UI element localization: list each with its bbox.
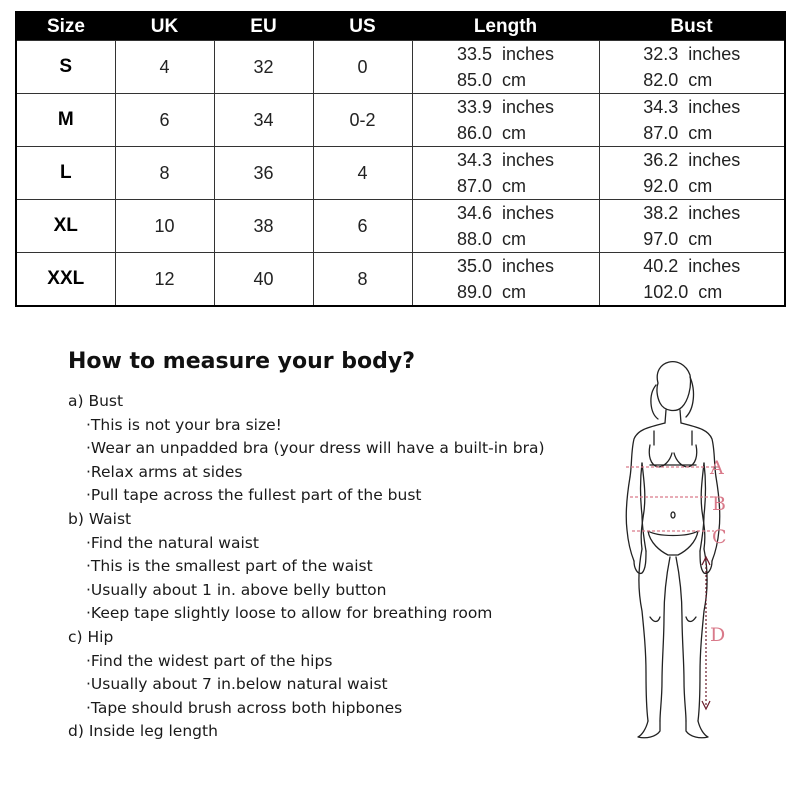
eu-cell: 36	[214, 147, 313, 200]
length-inches: 35.0 inches	[456, 256, 555, 276]
uk-cell: 6	[115, 94, 214, 147]
table-row	[16, 94, 785, 147]
size-cell: S	[16, 41, 115, 94]
header-us: US	[313, 12, 412, 41]
measure-block	[643, 200, 740, 252]
length-cm: 85.0 cm	[456, 70, 526, 90]
header-bust: Bust	[599, 12, 785, 41]
label-d: D	[710, 624, 726, 646]
header-size: Size	[16, 12, 115, 41]
section-heading-bust: a) Bust	[68, 392, 124, 410]
length-cell	[412, 200, 599, 253]
length-inches: 33.5 inches	[456, 44, 555, 64]
table-row	[16, 253, 785, 307]
us-cell: 8	[313, 253, 412, 307]
bust-cm: 82.0 cm	[643, 70, 713, 90]
measure-block	[643, 41, 740, 93]
guide-tip: ·Wear an unpadded bra (your dress will have a built-in bra)	[86, 439, 545, 458]
length-inches: 33.9 inches	[456, 97, 555, 117]
inside-leg-arrow	[702, 557, 710, 709]
size-chart-table	[15, 11, 786, 307]
eu-cell: 40	[214, 253, 313, 307]
measure-block	[643, 147, 740, 199]
table-row	[16, 200, 785, 253]
length-cm: 87.0 cm	[456, 176, 526, 196]
bust-cm: 87.0 cm	[643, 123, 713, 143]
length-inches: 34.6 inches	[456, 203, 555, 223]
measure-block	[457, 200, 554, 252]
guide-tip: ·Keep tape slightly loose to allow for breathing room	[86, 604, 493, 623]
eu-cell: 38	[214, 200, 313, 253]
us-cell: 6	[313, 200, 412, 253]
uk-cell: 10	[115, 200, 214, 253]
guide-title: How to measure your body?	[68, 349, 416, 374]
measure-guide	[68, 345, 608, 744]
us-cell: 4	[313, 147, 412, 200]
body-outline	[626, 362, 720, 738]
guide-list	[68, 390, 608, 744]
bust-cm: 102.0 cm	[643, 282, 723, 302]
length-cm: 86.0 cm	[456, 123, 526, 143]
guide-tip: ·Pull tape across the fullest part of the bust	[86, 486, 422, 505]
bust-inches: 36.2 inches	[643, 150, 741, 170]
length-cm: 88.0 cm	[456, 229, 526, 249]
header-eu: EU	[214, 12, 313, 41]
size-cell: L	[16, 147, 115, 200]
bust-cell	[599, 41, 785, 94]
guide-tip: ·Usually about 7 in.below natural waist	[86, 675, 388, 694]
body-measurement-figure	[600, 355, 780, 750]
measure-block	[457, 94, 554, 146]
measure-block	[457, 41, 554, 93]
guide-tip: ·Relax arms at sides	[86, 462, 243, 481]
bust-cm: 97.0 cm	[643, 229, 713, 249]
length-cell	[412, 41, 599, 94]
bust-inches: 38.2 inches	[643, 203, 741, 223]
measure-block	[457, 147, 554, 199]
uk-cell: 8	[115, 147, 214, 200]
bust-cell	[599, 253, 785, 307]
us-cell: 0	[313, 41, 412, 94]
size-cell: M	[16, 94, 115, 147]
section-heading-inside-leg: d) Inside leg length	[68, 722, 218, 741]
guide-tip: ·Tape should brush across both hipbones	[86, 698, 403, 717]
length-cell	[412, 94, 599, 147]
bust-cell	[599, 94, 785, 147]
guide-tip: ·This is the smallest part of the waist	[86, 557, 373, 576]
guide-tip: ·Find the widest part of the hips	[86, 651, 333, 670]
label-a: A	[710, 457, 724, 479]
bust-inches: 40.2 inches	[643, 256, 741, 276]
label-c: C	[712, 526, 727, 548]
bust-cell	[599, 200, 785, 253]
table-header-row	[16, 12, 785, 41]
measure-block	[643, 94, 740, 146]
guide-tip: ·This is not your bra size!	[86, 415, 282, 434]
eu-cell: 32	[214, 41, 313, 94]
bust-inches: 34.3 inches	[643, 97, 741, 117]
eu-cell: 34	[214, 94, 313, 147]
size-cell: XL	[16, 200, 115, 253]
guide-tip: ·Usually about 1 in. above belly button	[86, 580, 387, 599]
uk-cell: 12	[115, 253, 214, 307]
guide-tip: ·Find the natural waist	[86, 533, 259, 552]
header-length: Length	[412, 12, 599, 41]
us-cell: 0-2	[313, 94, 412, 147]
section-heading-waist: b) Waist	[68, 509, 132, 528]
body-outline-illustration	[600, 355, 780, 750]
length-inches: 34.3 inches	[456, 150, 555, 170]
header-uk: UK	[115, 12, 214, 41]
length-cell	[412, 147, 599, 200]
table-row	[16, 41, 785, 94]
measure-block	[457, 253, 554, 305]
section-heading-hip: c) Hip	[68, 627, 114, 646]
bust-inches: 32.3 inches	[643, 44, 741, 64]
uk-cell: 4	[115, 41, 214, 94]
label-b: B	[712, 493, 726, 515]
length-cell	[412, 253, 599, 307]
measure-block	[643, 253, 740, 305]
bust-cell	[599, 147, 785, 200]
table-row	[16, 147, 785, 200]
bust-cm: 92.0 cm	[643, 176, 713, 196]
size-cell: XXL	[16, 253, 115, 307]
length-cm: 89.0 cm	[456, 282, 526, 302]
